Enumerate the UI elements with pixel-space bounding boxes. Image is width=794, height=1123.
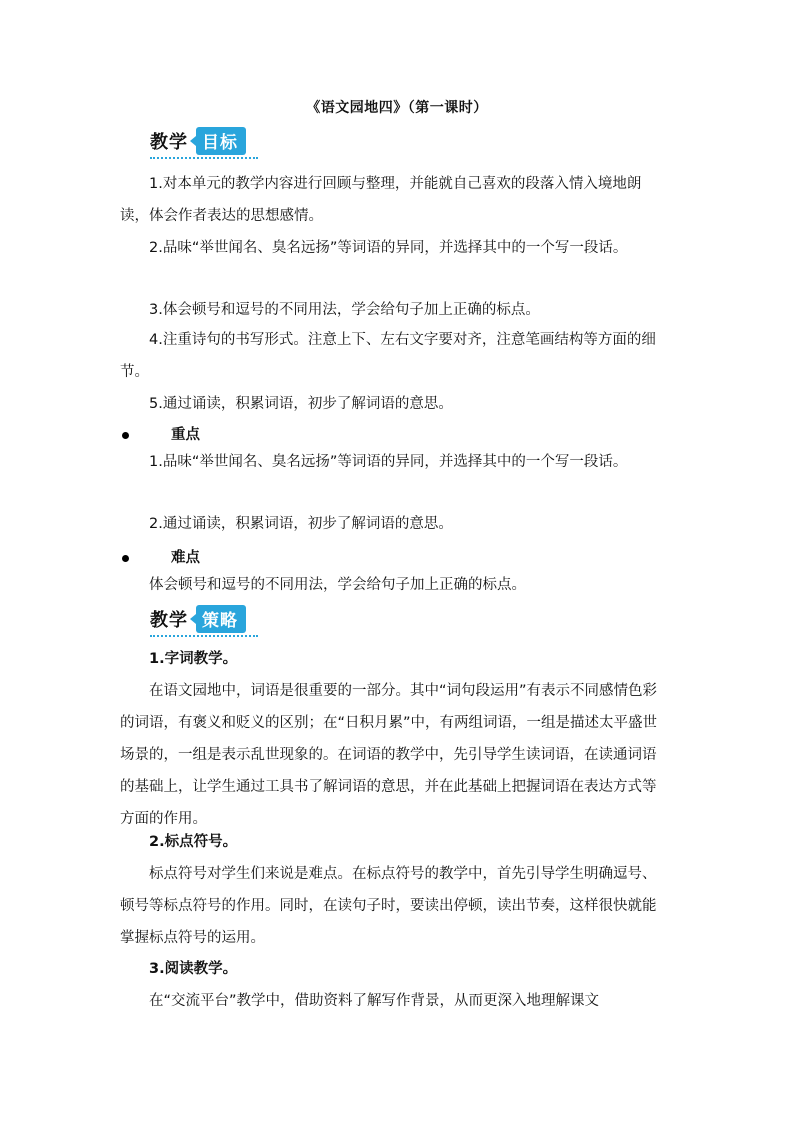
strategy-text-2: 标点符号对学生们来说是难点。在标点符号的教学中，首先引导学生明确逗号、顿号等标点符号的作用。同时，在读句子时，要读出停顿，读出节奏，这样很快就能掌握标点符号的运用。 — [120, 866, 657, 946]
goal-item-1: 1.对本单元的教学内容进行回顾与整理，并能就自己喜欢的段落入情入境地朗读，体会作者表达的思想感情。 — [120, 176, 642, 224]
difficulty-heading: 难点 — [171, 550, 200, 566]
goal-item-4: 4.注重诗句的书写形式。注意上下、左右文字要对齐，注意笔画结构等方面的细节。 — [120, 332, 656, 380]
goal-item-5: 5.通过诵读，积累词语，初步了解词语的意思。 — [149, 396, 453, 412]
goals-badge-text: 目标 — [196, 127, 246, 155]
strategy-text-3: 在“交流平台”教学中，借助资料了解写作背景，从而更深入地理解课文 — [149, 993, 600, 1009]
strategy-dotted-underline — [150, 635, 258, 637]
page-title: 《语文园地四》（第一课时） — [306, 100, 488, 116]
goals-section-label: 教学 — [150, 132, 188, 153]
strategy-badge-text: 策略 — [196, 605, 246, 633]
bullet-icon — [122, 432, 129, 439]
strategy-heading-1: 1.字词教学。 — [149, 651, 238, 667]
key-point-item-1: 1.品味“举世闻名、臭名远扬”等词语的异同，并选择其中的一个写一段话。 — [149, 454, 628, 470]
goals-section-header — [150, 126, 246, 156]
strategy-text-1: 在语文园地中，词语是很重要的一部分。其中“词句段运用”有表示不同感情色彩的词语，有褒义和贬义的区别；在“日积月累”中，有两组词语，一组是描述太平盛世场景的，一组是表示乱世现象的。在词语的教学中，先引导学生读词语，在读通词语的基础上，让学生通过工具书了解词语的意思，并在此基础上把握词语在表达方式等方面的作用。 — [120, 683, 658, 827]
strategy-section-header — [150, 604, 246, 634]
key-point-item-2: 2.通过诵读，积累词语，初步了解词语的意思。 — [149, 516, 453, 532]
strategy-heading-2: 2.标点符号。 — [149, 834, 238, 850]
strategy-section-badge — [190, 605, 246, 633]
goals-section-badge — [190, 127, 246, 155]
key-points-heading: 重点 — [171, 427, 200, 443]
goal-item-3: 3.体会顿号和逗号的不同用法，学会给句子加上正确的标点。 — [149, 302, 540, 318]
difficulty-heading-row — [120, 547, 665, 569]
strategy-section-label: 教学 — [150, 610, 188, 631]
key-points-heading-row — [120, 424, 665, 446]
bullet-icon — [122, 555, 129, 562]
goals-dotted-underline — [150, 157, 258, 159]
difficulty-text: 体会顿号和逗号的不同用法，学会给句子加上正确的标点。 — [149, 577, 526, 593]
goal-item-2: 2.品味“举世闻名、臭名远扬”等词语的异同，并选择其中的一个写一段话。 — [149, 240, 628, 256]
strategy-heading-3: 3.阅读教学。 — [149, 961, 238, 977]
